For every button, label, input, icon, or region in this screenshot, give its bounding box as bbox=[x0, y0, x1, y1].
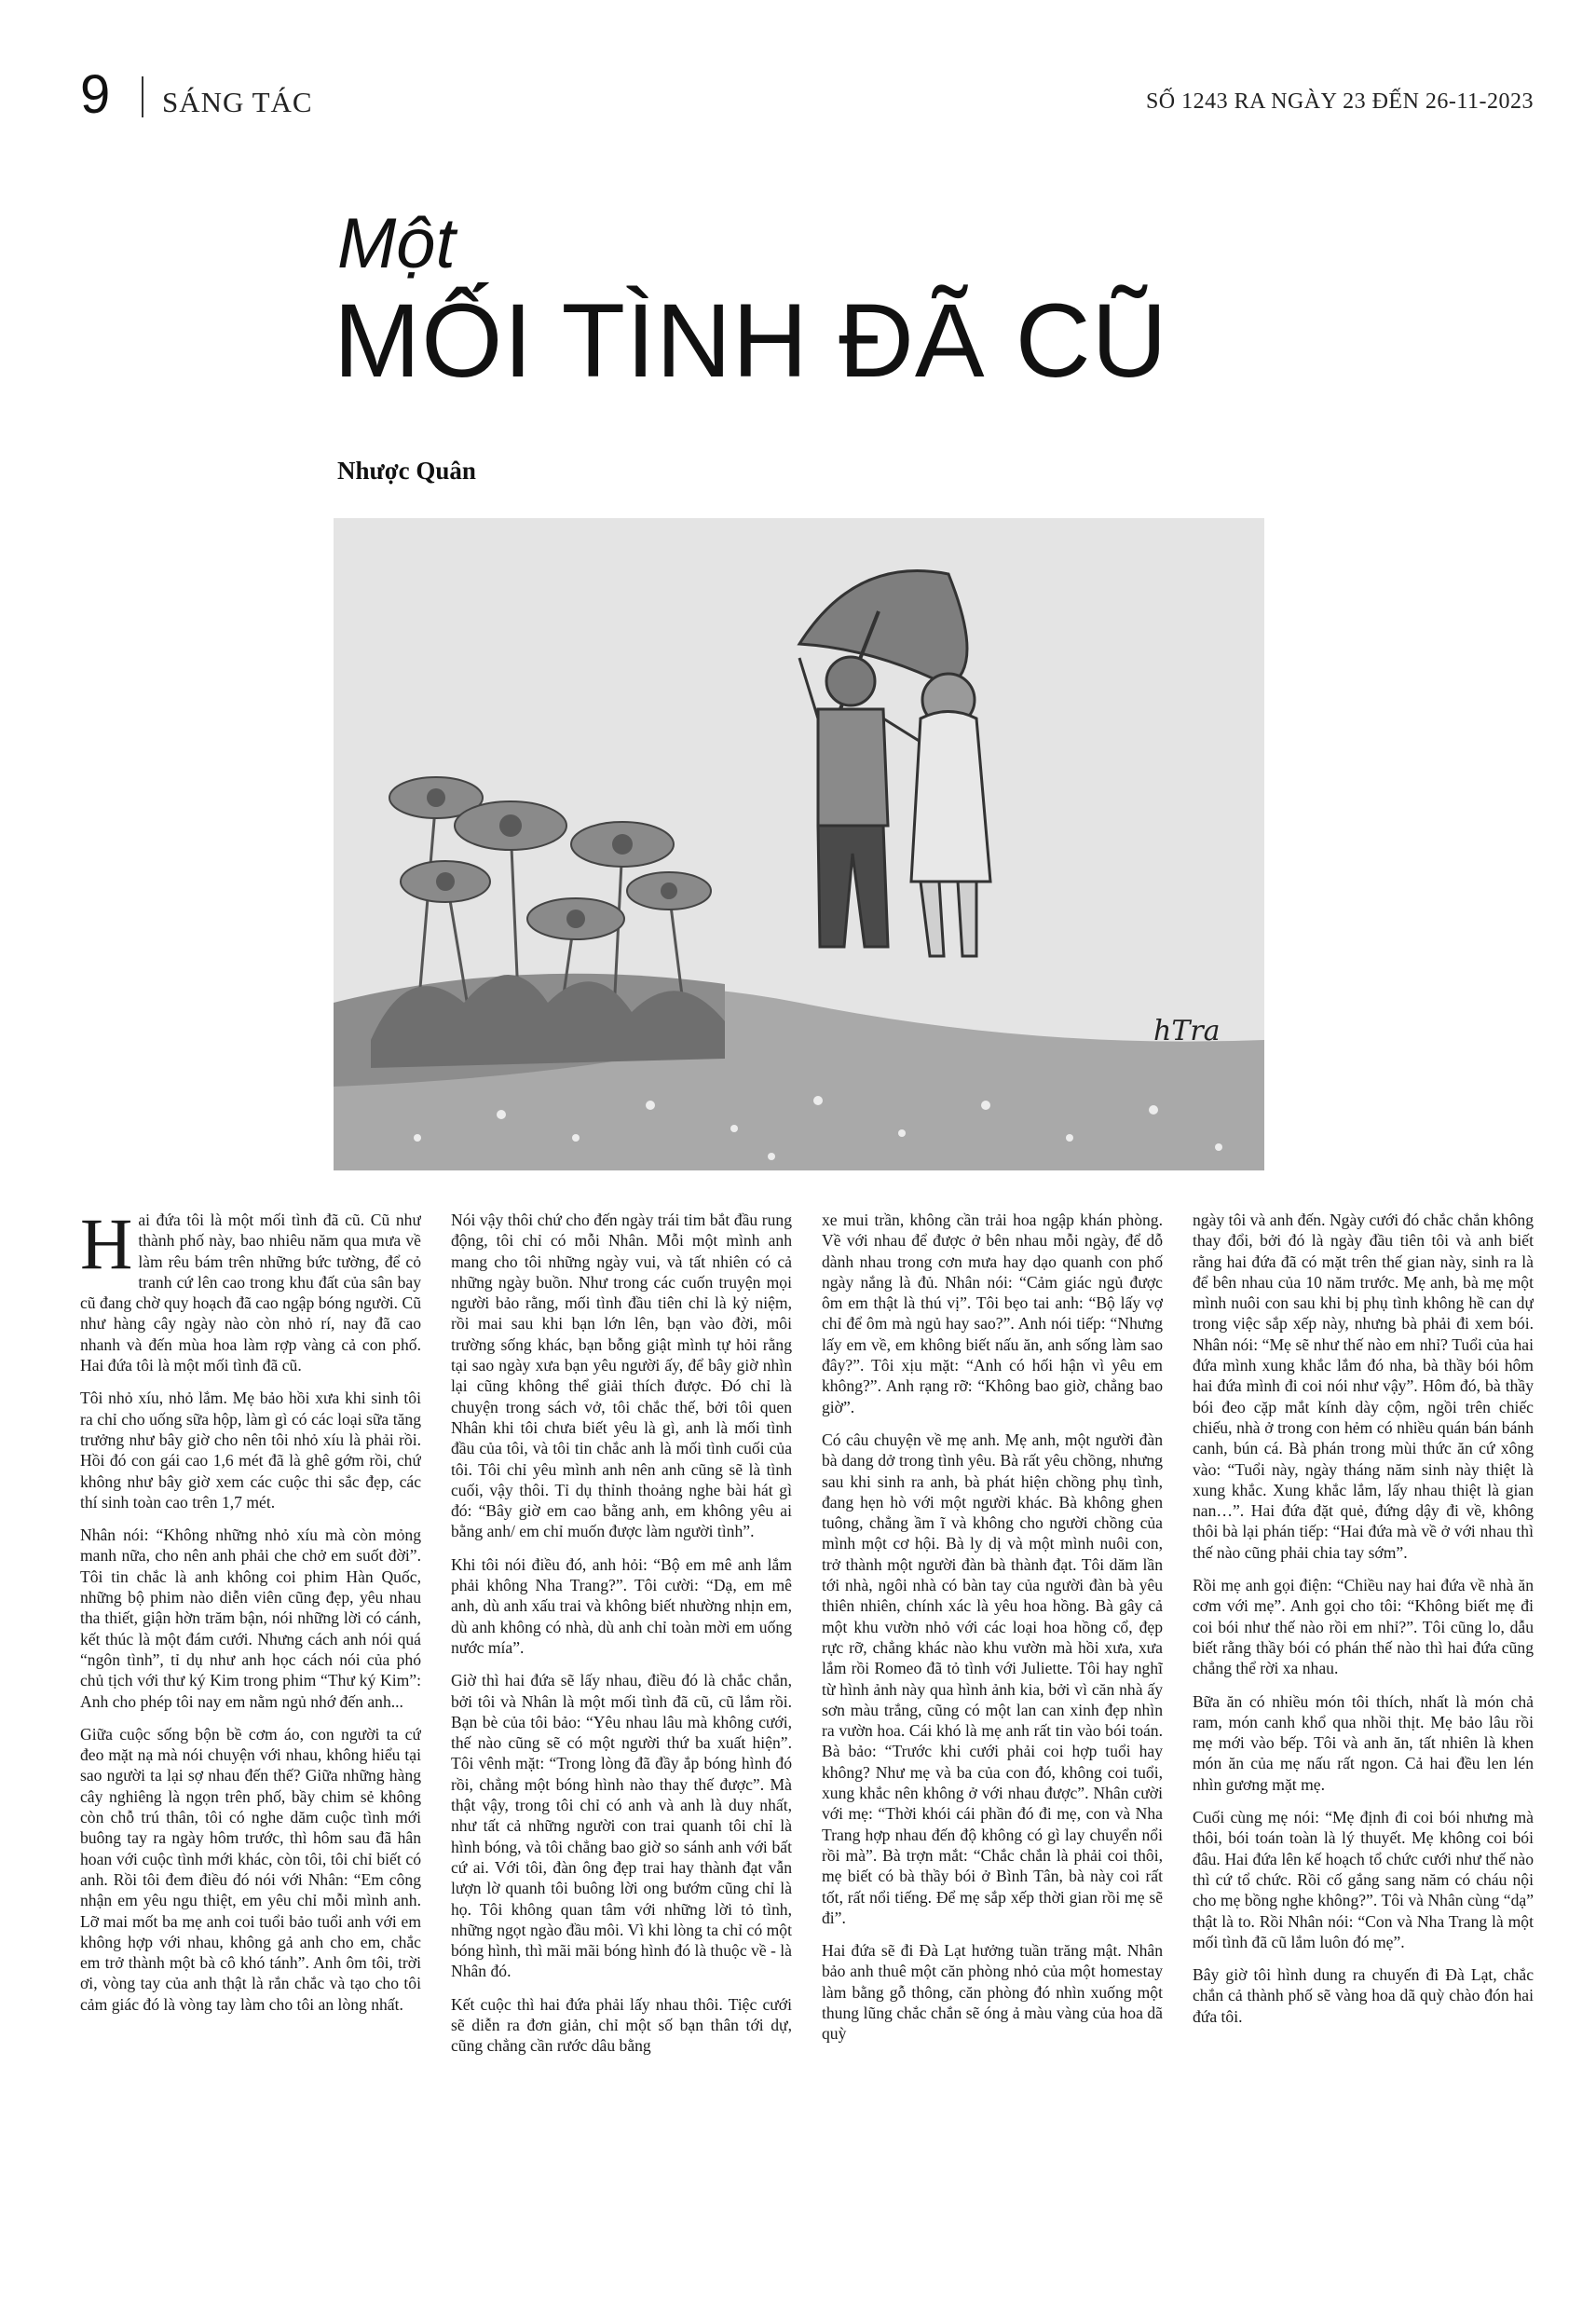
paragraph: Cuối cùng mẹ nói: “Mẹ định đi coi bói nhưng mà thôi, bói toán toàn là lý thuyết. Mẹ không coi bói đâu. Hai đứa lên kế hoạch tổ chức cưới như thế nào thì cứ tổ chức. Rồi cố gắng sang năm có cháu nội cho mẹ bồng nghe không?”. Tôi và Nhân cùng “dạ” thật là to. Rồi Nhân nói: “Con và Nha Trang là một mối tình đã cũ lắm luôn đó mẹ”. bbox=[1193, 1808, 1534, 1951]
text-column-2 bbox=[451, 1210, 792, 2281]
section-label: SÁNG TÁC bbox=[162, 86, 313, 118]
paragraph: Rồi mẹ anh gọi điện: “Chiều nay hai đứa về nhà ăn cơm với mẹ”. Anh gọi cho tôi: “Không biết mẹ đi coi bói như thế nào rồi em nhỉ?”. Tôi cũng lo, dẫu biết rằng thầy bói có phán thế nào thì hai đứa cũng chẳng thể rời xa nhau. bbox=[1193, 1576, 1534, 1678]
article-title: MỐI TÌNH ĐÃ CŨ bbox=[334, 282, 1168, 399]
paragraph: Tôi nhỏ xíu, nhỏ lắm. Mẹ bảo hồi xưa khi sinh tôi ra chỉ cho uống sữa hộp, làm gì có các loại sữa tăng trưởng như bây giờ cho nên tôi nhỏ xíu là phải rồi. Hồi đó con gái cao 1,6 mét đã là ghê gớm rồi, chứ không như bây giờ xem các cuộc thi sắc đẹp, các thí sinh toàn cao trên 1,7 mét. bbox=[80, 1389, 421, 1512]
article-body bbox=[80, 1210, 1534, 2281]
paragraph: Bữa ăn có nhiều món tôi thích, nhất là món chả ram, món canh khổ qua nhồi thịt. Mẹ bảo lâu rồi mẹ mới vào bếp. Tôi và anh ăn, tất nhiên là khen món ăn của mẹ nấu rất ngon. Cả hai đều len lén nhìn gương mặt mẹ. bbox=[1193, 1691, 1534, 1794]
page-header bbox=[80, 65, 1534, 125]
paragraph: Hai đứa tôi là một mối tình đã cũ. Cũ như thành phố này, bao nhiêu năm qua mưa về làm rêu bám trên những bức tường, để cỏ tranh cứ lên cao trong khu đất của sân bay cũ đang chờ quy hoạch đã cao ngập bóng người. Cũ như hàng cây ngày nào còn nhỏ rí, nay đã cao nhanh và đến mùa hoa làm rợp vàng cả con phố. Hai đứa tôi là một mối tình đã cũ. bbox=[80, 1210, 421, 1375]
paragraph: Giữa cuộc sống bộn bề cơm áo, con người ta cứ đeo mặt nạ mà nói chuyện với nhau, không hiểu tại sao người ta lại sợ nhau đến thế? Giữa những hàng cây nghiêng là ngọn trên phố, bầy chim sẻ không còn chỗ trú thân, tôi có nghe dăm cuộc tình mới buông tay ra ngày hôm trước, thì hôm sau đã hân hoan với cuộc tình mới khác, còn tôi, tôi chỉ biết có anh. Rồi tôi đem điều đó nói với Nhân: “Em công nhận em yêu ngu thiệt, em yêu chỉ mỗi mình anh. Lỡ mai mốt ba mẹ anh coi tuổi bảo tuổi anh với em không hợp với nhau, không gả anh cho em, chắc em trở thành một bà cô khó tánh”. Anh ôm tôi, trời ơi, vòng tay của anh thật là rắn chắc và tạo cho tôi cảm giác đó là vòng tay làm cho tôi an lòng nhất. bbox=[80, 1724, 421, 2014]
paragraph: ngày tôi và anh đến. Ngày cưới đó chắc chắn không thay đổi, bởi đó là ngày đầu tiên tôi và anh biết rằng hai đứa đã có mặt trên thế gian này, sinh ra là để bên nhau của 10 năm trước. Mẹ anh, bà mẹ một mình nuôi con sau khi bị phụ tình không hề can dự trong việc sắp xếp này, nhưng bà phải đi xem bói. Nhân nói: “Mẹ sẽ như thế nào em nhỉ? Tuổi của hai đứa mình xung khắc lắm đó nha, bà thầy bói hôm hai đứa mình đi coi nói như vậy”. Hôm đó, bà thầy bói đeo cặp mắt kính dày cộm, ngồi trên chiếc chiếu, nhà ở trong con hẻm có nhiều quán bán bánh canh, bún cá. Bà phán trong mùi thức ăn cứ xông vào: “Tuổi này, ngày tháng năm sinh này thiệt là xung khắc. Xung khắc lắm, lấy nhau thiệt là gian nan…”. Hai đứa đặt quẻ, đứng dậy đi về, không thôi bà lại phán tiếp: “Hai đứa mà về ở với nhau thì thế nào cũng phải chia tay sớm”. bbox=[1193, 1211, 1534, 1562]
illustration-signature: hTra bbox=[1153, 1015, 1221, 1047]
paragraph: Khi tôi nói điều đó, anh hỏi: “Bộ em mê anh lắm phải không Nha Trang?”. Tôi cười: “Dạ, em mê anh, dù anh xấu trai và không biết nhường nhịn em, dù anh không có nhà, dù anh chỉ toàn mời em uống nước mía”. bbox=[451, 1554, 792, 1657]
paragraph: Nhân nói: “Không những nhỏ xíu mà còn mỏng manh nữa, cho nên anh phải che chở em suốt đời”. Tôi tin chắc là anh không coi phim Hàn Quốc, những bộ phim nào diễn viên cũng đẹp, yêu nhau tha thiết, giận hờn trăm bận, nói những lời có cánh, kết thúc là một đám cưới. Nhưng cách anh nói quá “ngôn tình”, tỉ dụ như anh học cách nói của phó chủ tịch với thư ký Kim trong phim “Thư ký Kim”: Anh cho phép tôi nay em nằm ngủ nhớ đến anh... bbox=[80, 1525, 421, 1711]
paragraph: Bây giờ tôi hình dung ra chuyến đi Đà Lạt, chắc chắn cả thành phố sẽ vàng hoa dã quỳ chào đón hai đứa tôi. bbox=[1193, 1965, 1534, 2026]
paragraph: Giờ thì hai đứa sẽ lấy nhau, điều đó là chắc chắn, bởi tôi và Nhân là một mối tình đã cũ, cũ lắm rồi. Bạn bè của tôi bảo: “Yêu nhau lâu mà không cưới, thế nào cũng sẽ có một người thứ ba xuất hiện”. Tôi vênh mặt: “Trong lòng đã đầy ắp bóng hình đó rồi, chẳng một bóng hình nào thay thế được”. Mà thật vậy, trong tôi chỉ có anh và anh là duy nhất, như tất cả những người con trai quanh tôi chỉ là hình bóng, và tôi chẳng bao giờ so sánh anh với bất cứ ai. Với tôi, đàn ông đẹp trai hay thành đạt vẫn lượn lờ quanh tôi buông lời ong bướm cũng chỉ là họ. Tôi không quan tâm với những lời tỏ tình, những ngọt ngào đầu môi. Vì khi lòng ta chỉ có một bóng hình, thì mãi mãi bóng hình đó là thuộc về - là Nhân đó. bbox=[451, 1671, 792, 1981]
article-illustration bbox=[334, 518, 1264, 1170]
paragraph: Có câu chuyện về mẹ anh. Mẹ anh, một người đàn bà dang dở trong tình yêu. Bà rất yêu chồng, nhưng sau khi sinh ra anh, bà phát hiện chồng phụ tình, đang hẹn hò với một người khác. Bà không ghen tuông, chẳng ầm ĩ và không cho người chồng của mình một cơ hội. Bà ly dị và một mình nuôi con, trở thành một người đàn bà thành đạt. Tôi dăm lần tới nhà, ngôi nhà có bàn tay của người đàn bà yêu thiên nhiên, chính xác là yêu hoa hồng. Bà gây cả một khu vườn nhỏ với các loại hoa hồng cổ, đẹp rực rỡ, chẳng khác nào khu vườn mà hồi xưa, xưa lắm rồi Romeo đã tỏ tình với Juliette. Tôi hay nghĩ từ hình ảnh này qua hình ảnh kia, bởi vì căn nhà ấy sơn màu trắng, cũng có một lan can xinh đẹp nhìn ra vườn hoa. Cái khó là mẹ anh rất tin vào bói toán. Bà bảo: “Trước khi cưới phải coi hợp tuổi hay không? Như mẹ và ba của con đó, không coi tuổi, xung khắc nên không ở với nhau được”. Nhân cười với mẹ: “Thời khói cái phần đó đi mẹ, con và Nha Trang hợp nhau đến độ không có gì lay chuyển nổi rồi mà”. Bà trợn mắt: “Chắc chắn là phải coi thôi, mẹ biết có bà thầy bói ở Bình Tân, bà này coi rất tốt, rất nổi tiếng. Để mẹ sắp xếp thời gian rồi mẹ sẽ đi”. bbox=[822, 1430, 1163, 1927]
page-number: 9 bbox=[80, 64, 111, 125]
paragraph: Nói vậy thôi chứ cho đến ngày trái tim bắt đầu rung động, tôi chỉ có mỗi Nhân. Mỗi một mình anh mang cho tôi những ngày vui, và tất nhiên có cả những ngày buồn. Như trong các cuốn truyện mọi người bảo rằng, mối tình đầu tiên chỉ là kỷ niệm, rồi mai sau khi bạn lớn lên, bạn vào đời, môi trường sống khác, bạn bỗng giật mình tự hỏi rằng tại sao ngày xưa bạn yêu người ấy, để bây giờ nhìn lại cũng không thể giải thích được. Đó chỉ là chuyện trong sách vở, tôi chắc thế, bởi tôi quen Nhân khi tôi chưa biết yêu là gì, anh là mối tình đầu của tôi, và tôi tin chắc anh là mối tình cuối của tôi. Tôi chỉ yêu mình anh nên anh cũng sẽ là tình cuối, vậy thôi. Tỉ dụ thỉnh thoảng nghe bài hát gì đó: “Bây giờ em cao bằng anh, em không yêu ai bằng anh/ em chỉ muốn được làm người tình”. bbox=[451, 1211, 792, 1541]
issue-info: SỐ 1243 RA NGÀY 23 ĐẾN 26-11-2023 bbox=[1145, 89, 1534, 114]
article-author: Nhược Quân bbox=[337, 457, 476, 485]
text-column-4 bbox=[1193, 1210, 1534, 2281]
article-title-prefix: Một bbox=[337, 204, 456, 283]
text-column-1 bbox=[80, 1210, 421, 2281]
text-column-3 bbox=[822, 1210, 1163, 2281]
header-divider bbox=[142, 76, 143, 117]
paragraph: Kết cuộc thì hai đứa phải lấy nhau thôi. Tiệc cưới sẽ diễn ra đơn giản, chỉ một số bạn thân tới dự, cũng chẳng cần rước dâu bằng bbox=[451, 1994, 792, 2056]
drop-cap: H bbox=[80, 1210, 133, 1284]
paragraph: Hai đứa sẽ đi Đà Lạt hưởng tuần trăng mật. Nhân bảo anh thuê một căn phòng nhỏ của một homestay làm bằng gỗ thông, căn phòng đó nhìn xuống một thung lũng chắc chắn sẽ óng ả màu vàng của hoa dã quỳ bbox=[822, 1941, 1163, 2044]
paragraph: xe mui trần, không cần trải hoa ngập khán phòng. Về với nhau để được ở bên nhau mỗi ngày, để dỗ dành nhau trong cơn mưa hay dạo quanh con phố ngày nắng là đủ. Nhân nói: “Cảm giác ngủ được ôm em thật là thú vị”. Tôi bẹo tai anh: “Bộ lấy vợ chỉ để ôm mà ngủ hay sao?”. Anh nói tiếp: “Nhưng lấy em về, em không biết nấu ăn, anh sống làm sao đây?”. Tôi xịu mặt: “Anh có hối hận vì yêu em không?”. Anh rạng rỡ: “Không bao giờ, chẳng bao giờ”. bbox=[822, 1211, 1163, 1416]
